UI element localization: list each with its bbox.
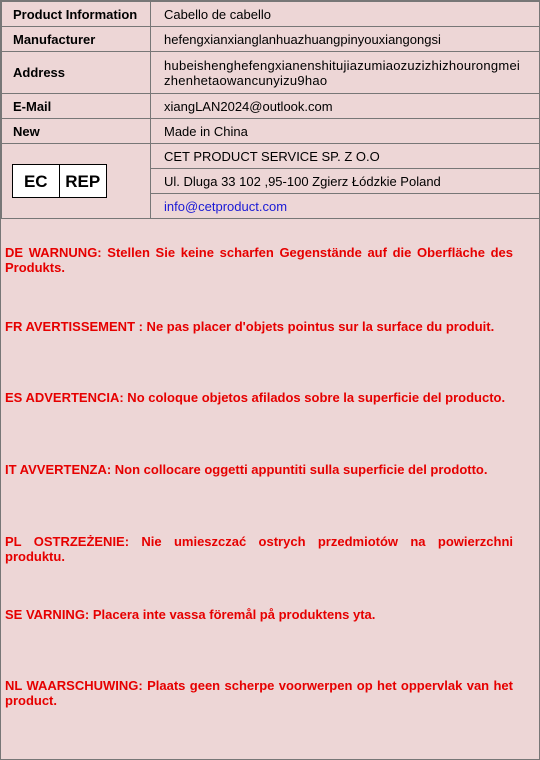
warning-pl: PL OSTRZEŻENIE: Nie umieszczać ostrych przedmiotów na powierzchni produktu.: [5, 534, 513, 564]
row-new: [2, 119, 540, 144]
manufacturer-label: Manufacturer: [2, 27, 151, 52]
row-ec-rep-company: [2, 144, 540, 169]
warning-fr: FR AVERTISSEMENT : Ne pas placer d'objets pointus sur la surface du produit.: [5, 319, 495, 334]
ec-rep-mark-cell: [2, 144, 151, 219]
email-value: xiangLAN2024@outlook.com: [151, 94, 540, 119]
manufacturer-value: hefengxianxianglanhuazhuangpinyouxiangongsi: [151, 27, 540, 52]
address-line-2: zhenhetaowancunyizu9hao: [164, 72, 328, 88]
rep-mark-text: REP: [65, 171, 101, 191]
new-value: Made in China: [151, 119, 540, 144]
product-info-table: [1, 1, 540, 219]
email-label: E-Mail: [2, 94, 151, 119]
warning-it: IT AVVERTENZA: Non collocare oggetti appuntiti sulla superficie del prodotto.: [5, 462, 488, 477]
warning-nl: NL WAARSCHUWING: Plaats geen scherpe voorwerpen op het oppervlak van het product.: [5, 678, 513, 708]
product-information-label: Product Information: [2, 2, 151, 27]
ec-rep-mark: [12, 164, 107, 198]
ec-mark-text: EC: [13, 165, 60, 197]
ec-rep-email-cell: [151, 194, 540, 219]
product-information-value: Cabello de cabello: [151, 2, 540, 27]
ec-rep-company: CET PRODUCT SERVICE SP. Z O.O: [151, 144, 540, 169]
row-manufacturer: [2, 27, 540, 52]
row-address: [2, 52, 540, 94]
row-product-information: [2, 2, 540, 27]
new-label: New: [2, 119, 151, 144]
address-line-1: hubeishenghefengxianenshitujiazumiaozuzizhizhourongmei: [164, 57, 521, 73]
warning-se: SE VARNING: Placera inte vassa föremål på produktens yta.: [5, 607, 376, 622]
warning-de: DE WARNUNG: Stellen Sie keine scharfen Gegenstände auf die Oberfläche des Produkts.: [5, 245, 513, 275]
warning-es: ES ADVERTENCIA: No coloque objetos afilados sobre la superficie del producto.: [5, 390, 506, 405]
address-value: [151, 52, 540, 94]
address-label: Address: [2, 52, 151, 94]
row-email: [2, 94, 540, 119]
ec-rep-email-link[interactable]: info@cetproduct.com: [164, 198, 288, 214]
ec-rep-address: Ul. Dluga 33 102 ,95-100 Zgierz Łódzkie Poland: [151, 169, 540, 194]
